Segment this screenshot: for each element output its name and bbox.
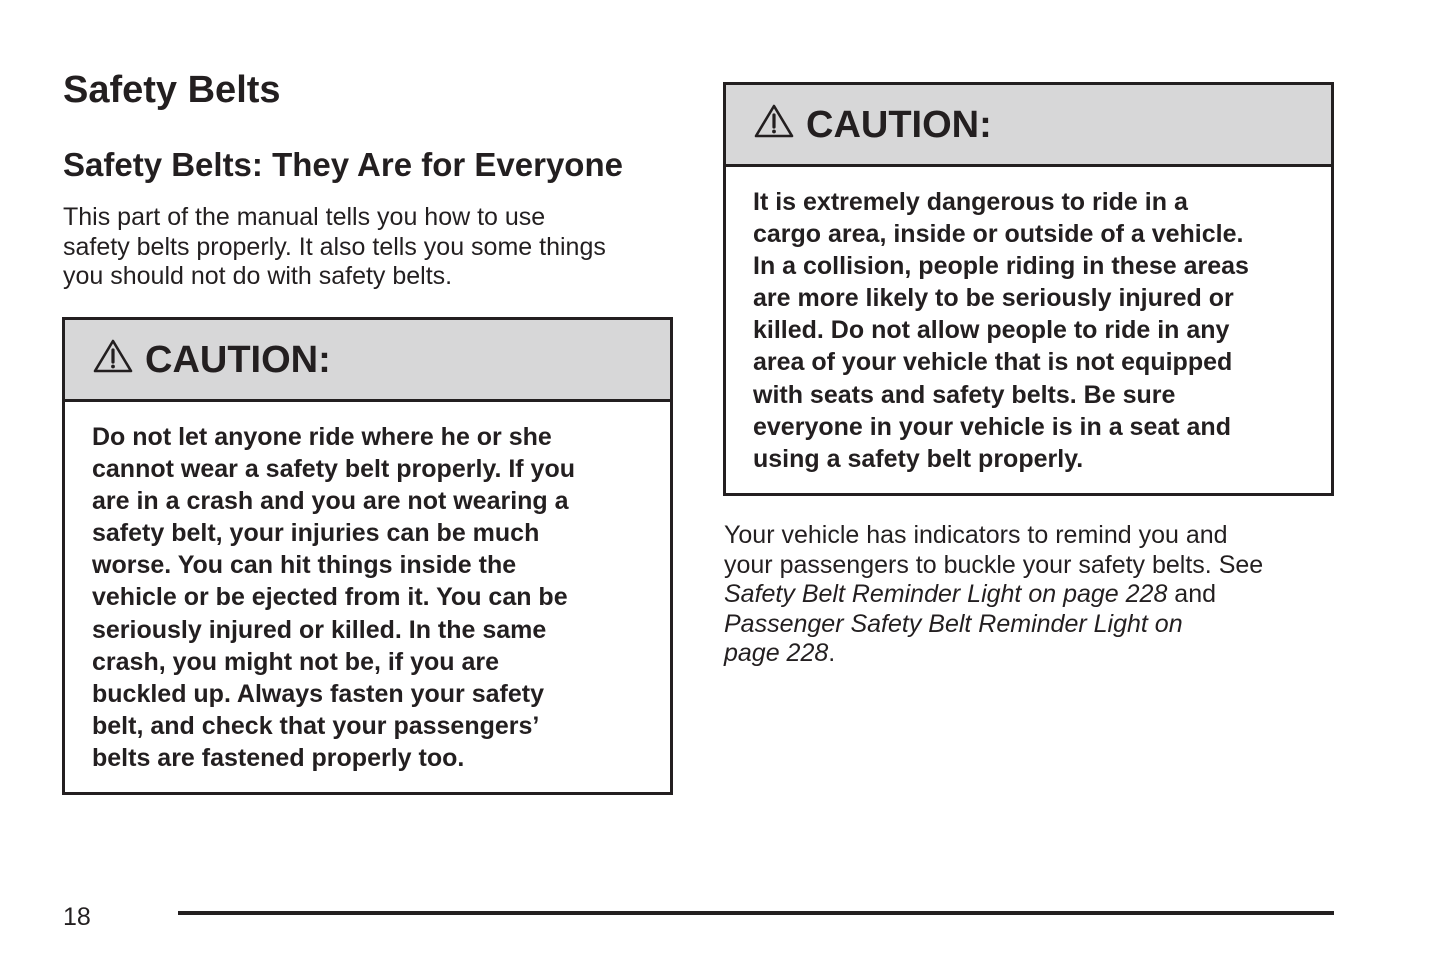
caution-line: crash, you might not be, if you are bbox=[92, 647, 500, 676]
caution-line: cannot wear a safety belt properly. If you bbox=[92, 455, 575, 484]
caution-header bbox=[726, 85, 1331, 167]
caution-line: are in a crash and you are not wearing a bbox=[92, 487, 569, 516]
caution-line: worse. You can hit things inside the bbox=[92, 551, 517, 580]
caution-text bbox=[65, 402, 670, 774]
reminder-line: Your vehicle has indicators to remind you and bbox=[724, 521, 1228, 549]
reminder-line bbox=[724, 580, 1263, 610]
caution-line: killed. Do not allow people to ride in any bbox=[753, 316, 1230, 345]
caution-line: It is extremely dangerous to ride in a bbox=[753, 188, 1188, 216]
caution-line: In a collision, people riding in these areas bbox=[753, 252, 1249, 281]
caution-text bbox=[726, 167, 1331, 475]
reminder-line: your passengers to buckle your safety belts. See bbox=[724, 550, 1264, 579]
caution-header bbox=[65, 320, 670, 402]
section-heading: Safety Belts: They Are for Everyone bbox=[63, 146, 623, 183]
intro-paragraph bbox=[63, 203, 606, 292]
page-title: Safety Belts bbox=[63, 69, 281, 111]
caution-line: belt, and check that your passengers’ bbox=[92, 711, 540, 740]
reminder-line bbox=[724, 639, 1263, 669]
sentence-end: . bbox=[828, 639, 836, 667]
caution-line: are more likely to be seriously injured or bbox=[753, 284, 1234, 313]
caution-line: Do not let anyone ride where he or she bbox=[92, 423, 552, 451]
footer-rule bbox=[178, 911, 1334, 915]
caution-label: CAUTION: bbox=[145, 338, 331, 381]
cross-reference-link[interactable]: Safety Belt Reminder Light on page 228 bbox=[724, 580, 1168, 608]
caution-line: using a safety belt properly. bbox=[753, 444, 1084, 473]
intro-line: safety belts properly. It also tells you some things bbox=[63, 232, 606, 261]
caution-line: seriously injured or killed. In the same bbox=[92, 615, 547, 644]
reminder-paragraph bbox=[724, 521, 1263, 669]
caution-line: area of your vehicle that is not equipped bbox=[753, 348, 1233, 377]
caution-line: vehicle or be ejected from it. You can be bbox=[92, 583, 568, 612]
caution-line: belts are fastened properly too. bbox=[92, 743, 465, 772]
caution-line: everyone in your vehicle is in a seat and bbox=[753, 412, 1231, 441]
intro-line: you should not do with safety belts. bbox=[63, 262, 453, 290]
cross-reference-link[interactable]: Passenger Safety Belt Reminder Light on bbox=[724, 609, 1183, 638]
caution-line: with seats and safety belts. Be sure bbox=[753, 380, 1176, 409]
caution-line: buckled up. Always fasten your safety bbox=[92, 679, 544, 708]
intro-line: This part of the manual tells you how to use bbox=[63, 203, 546, 231]
caution-line: safety belt, your injuries can be much bbox=[92, 519, 540, 548]
warning-triangle-icon bbox=[93, 339, 133, 373]
caution-box-no-belt bbox=[62, 317, 673, 795]
caution-label: CAUTION: bbox=[806, 103, 992, 146]
warning-triangle-icon bbox=[754, 104, 794, 138]
caution-line: cargo area, inside or outside of a vehicle. bbox=[753, 220, 1244, 249]
reminder-line bbox=[724, 610, 1263, 640]
cross-reference-link[interactable]: page 228 bbox=[724, 639, 829, 667]
conjunction-text: and bbox=[1167, 580, 1217, 608]
page-number: 18 bbox=[63, 903, 91, 931]
caution-box-cargo-area bbox=[723, 82, 1334, 496]
